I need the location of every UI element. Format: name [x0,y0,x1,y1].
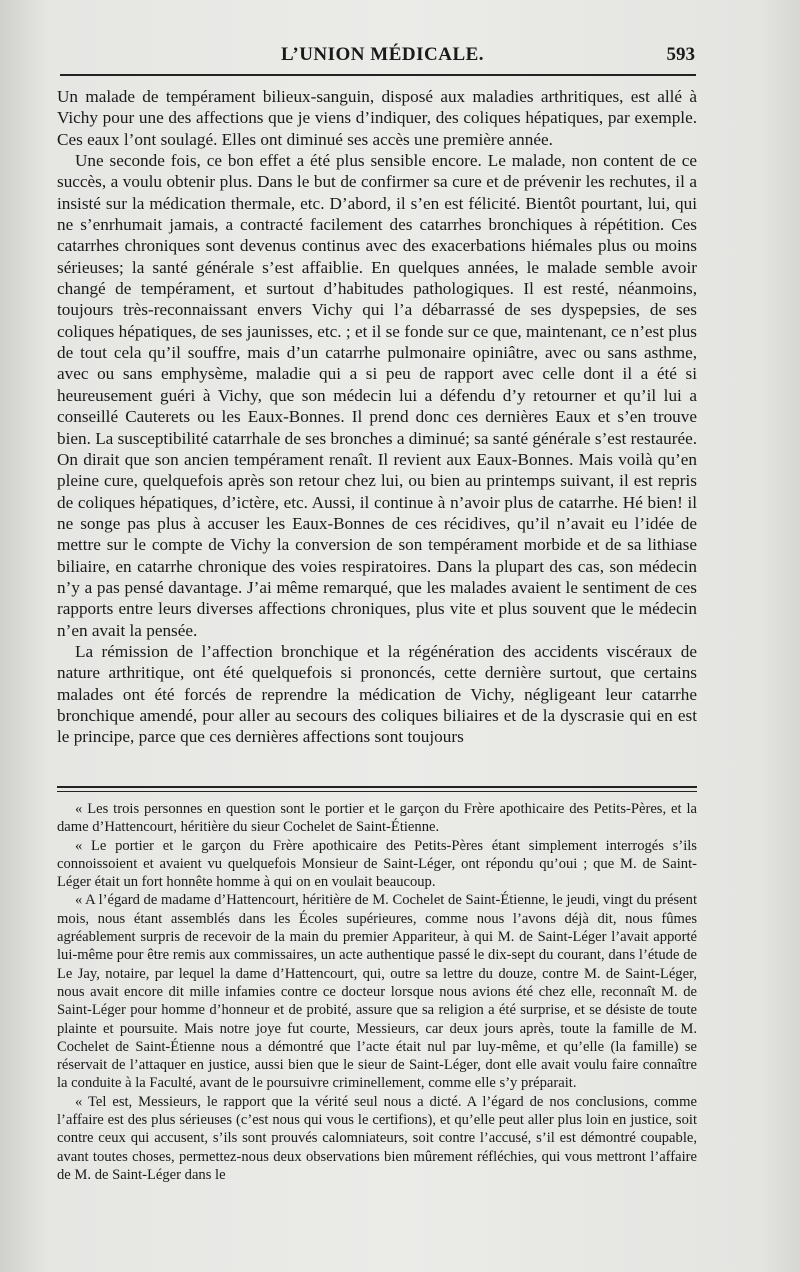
footnote-separator [57,786,697,792]
body-paragraph: La rémission de l’affection bronchique et la régénération des accidents viscéraux de nature arthritique, ont été quelquefois si prononcés, cette dernière surtout, que certains malades ont été forcés de reprendre la médication de Vichy, négligeant leur catarrhe bronchique amendé, pour aller au secours des coliques biliaires et de la dyscrasie qui en est le principe, parce que ces dernières affections sont toujours [57,641,697,747]
body-paragraph: Une seconde fois, ce bon effet a été plus sensible encore. Le malade, non content de ce succès, a voulu obtenir plus. Dans le but de confirmer sa cure et de prévenir les rechutes, il a insisté sur la médication thermale, etc. D’abord, il s’en est félicité. Bientôt pourtant, lui, qui ne s’enrhumait jamais, a contracté facilement des catarrhes bronchiques à répétition. Ces catarrhes chroniques sont devenus continus avec des exacerbations hiémales plus ou moins sérieuses; la santé générale s’est affaiblie. En quelques années, le malade semble avoir changé de tempérament, et surtout d’habitudes pathologiques. Il est resté, néanmoins, toujours très-reconnaissant envers Vichy qui l’a débarrassé de ses dyspepsies, de ses coliques hépatiques, de ses jaunisses, etc. ; et il se fonde sur ce que, maintenant, ce n’est plus de tout cela qu’il souffre, mais d’un catarrhe pulmonaire opiniâtre, avec ou sans asthme, avec ou sans emphysème, maladie qui a si peu de rapport avec celle dont il a été si heureusement guéri à Vichy, que son médecin lui a défendu d’y retourner et qu’il lui a conseillé Cauterets ou les Eaux-Bonnes. Il prend donc ces dernières Eaux et s’en trouve bien. La susceptibilité catarrhale de ses bronches a diminué; sa santé générale s’est restaurée. On dirait que son ancien tempérament renaît. Il revient aux Eaux-Bonnes. Mais voilà qu’en pleine cure, quelquefois après son retour chez lui, ou bien au printemps suivant, il est repris de coliques hépatiques, d’ictère, etc. Aussi, il continue à n’avoir plus de catarrhe. Hé bien! il ne songe pas plus à accuser les Eaux-Bonnes de ces récidives, qu’il n’avait eu l’idée de mettre sur le compte de Vichy la conversion de son tempérament morbide et de sa lithiase biliaire, en catarrhe chronique des voies respiratoires. Dans la plupart des cas, son médecin n’y a pas pensé davantage. J’ai même remarqué, que les malades avaient le sentiment de ces rapports entre leurs diverses affections chroniques, plus vite et plus souvent que le médecin n’en avait la pensée. [57,151,697,640]
footnote-paragraph: « Le portier et le garçon du Frère apothicaire des Petits-Pères étant simplement interrogés s’ils connoissoient et avaient vu quelquefois Monsieur de Saint-Léger, ont répondu qu’oui ; que M. de Saint-Léger était un fort honnête homme à qui on en voulait beaucoup. [57,837,697,891]
footnotes [57,800,697,1184]
page-header [70,44,695,70]
footnote-paragraph: « Tel est, Messieurs, le rapport que la vérité seul nous a dicté. A l’égard de nos conclusions, comme l’affaire est des plus sérieuses (c’est nous qui vous le certifions), et qu’elle peut aller plus loin en justice, soit contre ceux qui accusent, s’ils sont prouvés calomniateurs, soit contre l’accusé, s’il est démontré coupable, avant toutes choses, permettez-nous deux observations bien mûrement réfléchies, qui vous mettront l’affaire de M. de Saint-Léger dans le [57,1093,697,1183]
footnote-paragraph: « Les trois personnes en question sont le portier et le garçon du Frère apothicaire des Petits-Pères, et la dame d’Hattencourt, héritière du sieur Cochelet de Saint-Étienne. [57,801,697,836]
header-rule [60,74,696,76]
page-number: 593 [666,44,695,65]
main-text [57,86,697,748]
footnote-paragraph: « A l’égard de madame d’Hattencourt, héritière de M. Cochelet de Saint-Étienne, le jeudi, vingt du présent mois, nous étant assemblés dans les Écoles supérieures, comme nous l’avons déjà dit, nous fûmes agréablement surpris de recevoir de la main du premier Appariteur, à qui M. de Saint-Léger l’avait apporté lui-même pour être remis aux commissaires, un acte authentique passé le dix-sept du courant, dans l’étude de Le Jay, notaire, par lequel la dame d’Hattencourt, qui, outre sa lettre du douze, contre M. de Saint-Léger, nous avait encore dit mille infamies contre ce docteur lorsque nous avions été chez elle, reconnaît M. de Saint-Léger pour homme d’honneur et de probité, assure que sa religion a été surprise, et se désiste de toute plainte et poursuite. Mais notre joye fut courte, Messieurs, car deux jours après, toute la famille de M. Cochelet de Saint-Étienne nous a démontré que l’acte était nul par luy-même, et qu’elle (la famille) se réservait de l’attaquer en justice, aussi bien que le sieur de Saint-Léger, dont elle avait voulu faire connaître la conduite à la Faculté, avant de le poursuivre criminellement, comme elle s’y préparait. [57,892,697,1092]
running-title: L’UNION MÉDICALE. [280,44,485,65]
body-paragraph: Un malade de tempérament bilieux-sanguin, disposé aux maladies arthritiques, est allé à Vichy pour une des affections que je viens d’indiquer, des coliques hépatiques, par exemple. Ces eaux l’ont soulagé. Elles ont diminué ses accès une première année. [57,87,697,149]
